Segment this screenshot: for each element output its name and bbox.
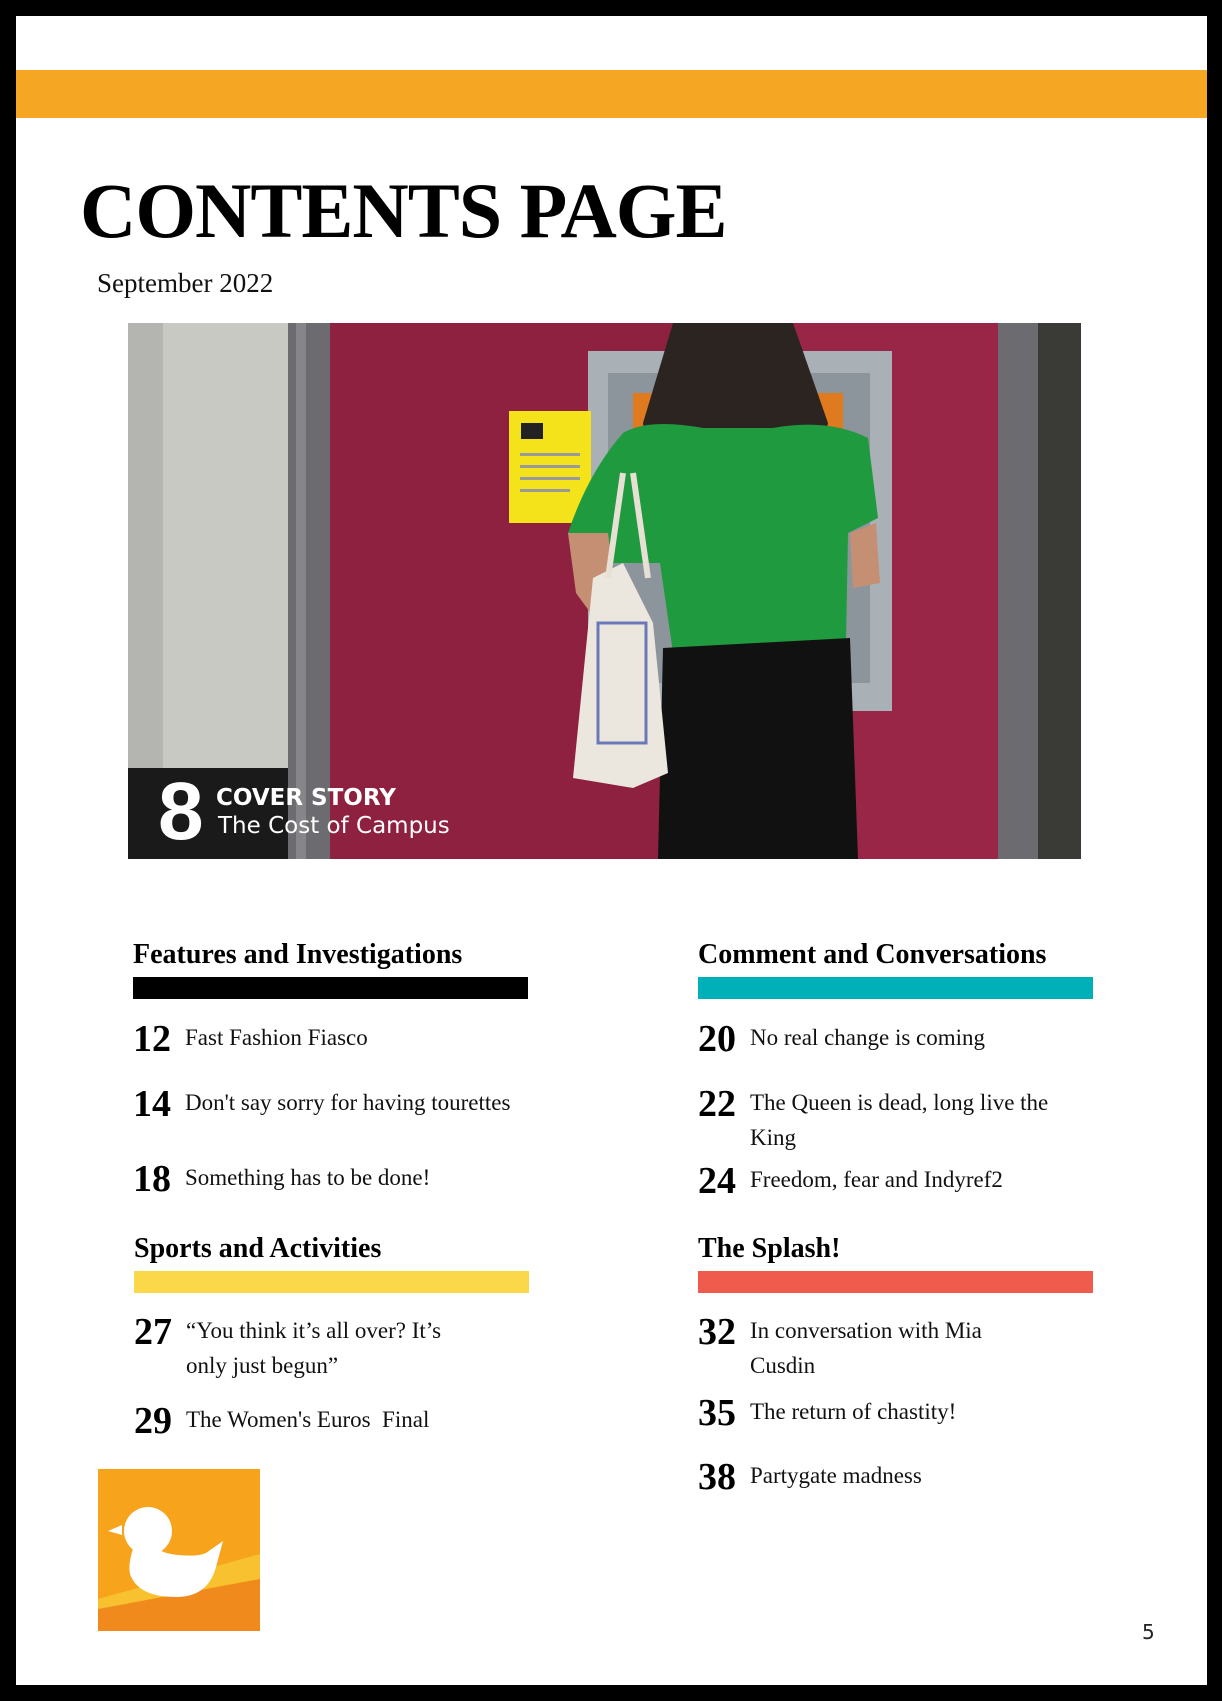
duck-icon (98, 1469, 260, 1631)
page (16, 16, 1207, 1685)
section-heading: Comment and Conversations (698, 939, 1047, 970)
toc-entry-page: 14 (133, 1083, 171, 1125)
toc-entry-title: In conversation with Mia Cusdin (750, 1318, 982, 1378)
toc-entry[interactable] (698, 1394, 1080, 1432)
issue-date: September 2022 (97, 268, 274, 298)
top-accent-bar (16, 70, 1207, 118)
toc-entry-page: 24 (698, 1160, 736, 1202)
toc-entry[interactable] (698, 1020, 1080, 1058)
toc-entry-title: Freedom, fear and Indyref2 (750, 1167, 1003, 1192)
toc-entry[interactable] (698, 1162, 1080, 1200)
cover-photo[interactable] (128, 323, 1081, 859)
toc-entry-page: 12 (133, 1018, 171, 1060)
page-number: 5 (1142, 1620, 1155, 1644)
toc-entry-page: 32 (698, 1311, 736, 1353)
toc-entry-page: 29 (134, 1400, 172, 1442)
section-heading: The Splash! (698, 1233, 841, 1264)
toc-entry[interactable] (134, 1313, 486, 1383)
toc-entry[interactable] (133, 1085, 545, 1123)
toc-entry-page: 27 (134, 1311, 172, 1353)
section-features (133, 939, 528, 1200)
toc-entry-title: Fast Fashion Fiasco (185, 1025, 368, 1050)
section-comment (698, 939, 1093, 1202)
toc-entry[interactable] (133, 1020, 515, 1058)
toc-entry[interactable] (133, 1160, 515, 1198)
toc-entry-title: The return of chastity! (750, 1399, 957, 1424)
section-rule (698, 1271, 1093, 1293)
page-title: CONTENTS PAGE (80, 167, 727, 254)
section-rule (133, 977, 528, 999)
toc-entry[interactable] (698, 1085, 1050, 1155)
toc-entry-page: 38 (698, 1456, 736, 1498)
toc-entry[interactable] (698, 1458, 1080, 1496)
toc-entry-title: Don't say sorry for having tourettes (185, 1090, 511, 1115)
toc-entry-title: Partygate madness (750, 1463, 922, 1488)
section-splash (698, 1233, 1093, 1498)
toc-entry-title: Something has to be done! (185, 1165, 431, 1190)
toc-entry-title: No real change is coming (750, 1025, 986, 1050)
toc-entry[interactable] (698, 1313, 1030, 1383)
toc-entry[interactable] (134, 1402, 516, 1440)
toc-entry-page: 20 (698, 1018, 736, 1060)
cover-story-kicker: COVER STORY (216, 785, 396, 811)
cover-photo-illustration (128, 323, 1081, 859)
toc-entry-title: The Women's Euros Final (186, 1407, 430, 1432)
section-heading: Features and Investigations (133, 939, 463, 970)
toc-entry-title: “You think it’s all over? It’s only just begun” (186, 1318, 442, 1378)
section-sports (134, 1233, 529, 1442)
section-rule (698, 977, 1093, 999)
cover-story-page-number: 8 (158, 766, 204, 857)
toc-entry-title: The Queen is dead, long live the King (750, 1090, 1049, 1150)
toc-entry-page: 22 (698, 1083, 736, 1125)
toc-entry-page: 18 (133, 1158, 171, 1200)
toc-entry-page: 35 (698, 1392, 736, 1434)
cover-story-title: The Cost of Campus (218, 813, 450, 839)
section-rule (134, 1271, 529, 1293)
section-heading: Sports and Activities (134, 1233, 382, 1264)
publication-logo (98, 1469, 260, 1631)
